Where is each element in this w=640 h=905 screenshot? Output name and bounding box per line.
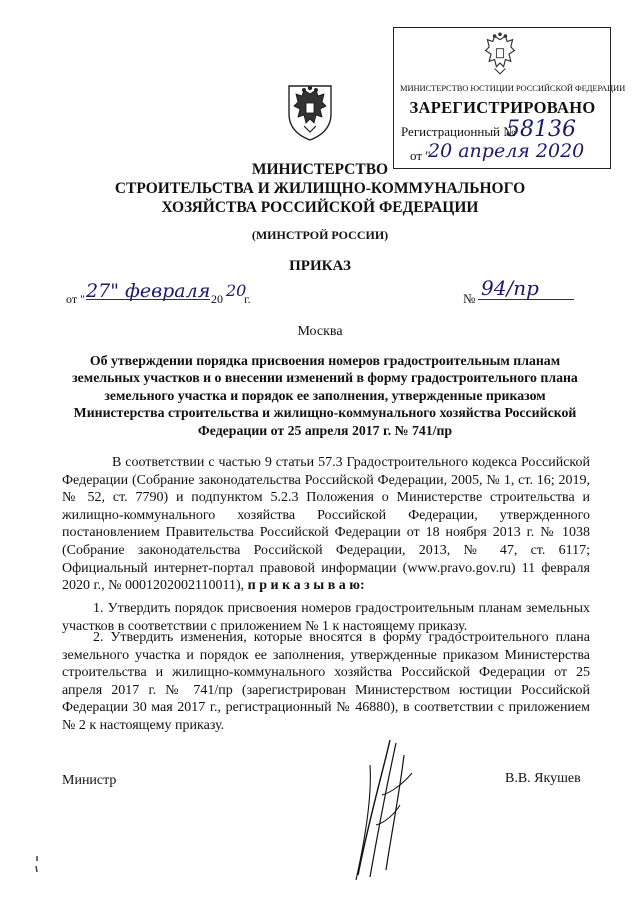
order-date-prefix: от ": [66, 292, 85, 306]
order-year-tail: г.: [244, 292, 251, 306]
intro-command: п р и к а з ы в а ю:: [244, 578, 365, 594]
order-year-handwritten: 20: [226, 281, 247, 300]
signatory-name: В.В. Якушев: [505, 771, 581, 786]
registration-date-prefix: от ": [410, 148, 431, 163]
paragraph-item-2: 2. Утвердить изменения, которые вносятся в форму градостроительного плана земельного участка и порядок ее заполнения, утвержденные приказом Министерства строительства и жилищно-коммунального хозяйства Российской Федерации от 25 апреля 2017 г. № 741/пр (зарегистрирован Министерством юстиции Российской Федерации 30 мая 2017 г., регистрационный № 46880), в соответствии с приложением № 2 к настоящему приказу.: [62, 630, 590, 733]
paragraph-item-1: 1. Утвердить порядок присвоения номеров градостроительным планам земельных участков в соответствии с приложением № 1 к настоящему приказу.: [62, 601, 590, 634]
city: Москва: [297, 324, 343, 339]
number-underline: [478, 299, 574, 300]
order-year-prefix: 20: [211, 292, 223, 306]
order-date-handwritten: 27" февраля: [86, 280, 211, 302]
ministry-heading-line2: СТРОИТЕЛЬСТВА И ЖИЛИЩНО-КОММУНАЛЬНОГО: [114, 180, 526, 197]
registration-number-label: Регистрационный №: [401, 124, 516, 139]
date-underline: [86, 299, 210, 300]
handwritten-signature-icon: [330, 735, 450, 885]
order-date-month: февраля: [124, 280, 211, 302]
ministry-heading-line3: ХОЗЯЙСТВА РОССИЙСКОЙ ФЕДЕРАЦИИ: [161, 199, 479, 216]
paragraph-intro: [62, 454, 590, 595]
signatory-position: Министр: [62, 773, 117, 788]
registration-ministry: МИНИСТЕРСТВО ЮСТИЦИИ РОССИЙСКОЙ ФЕДЕРАЦИИ: [400, 83, 626, 93]
ministry-short-name: (МИНСТРОЙ РОССИИ): [251, 228, 389, 242]
document-title: Об утверждении порядка присвоения номеров градостроительным планам земельных участков и о внесении изменений в форму градостроительного плана земельного участка и порядок ее заполнения, утвержденные приказом Министерства строительства и жилищно-коммунального хозяйства Российской Федерации от 25 апреля 2017 г. № 741/пр: [72, 353, 578, 438]
registration-date: 20 апреля 2020: [428, 140, 585, 162]
order-number-label: №: [463, 291, 476, 306]
scan-mark-icon: [32, 855, 42, 873]
order-date-day: 27: [86, 280, 111, 302]
registration-status: ЗАРЕГИСТРИРОВАНО: [409, 98, 596, 117]
ministry-heading-line1: МИНИСТЕРСТВО: [251, 161, 389, 178]
coat-of-arms-small-icon: [482, 32, 518, 78]
intro-text: В соответствии с частью 9 статьи 57.3 Градостроительного кодекса Российской Федерации (Собрание законодательства Российской Федерации, 2005, № 1, ст. 16; 2019, № 52, ст. 7790) и подпунктом 5.2.3 Положения о Министерстве строительства и жилищно-коммунального хозяйства Российской Федерации, утвержденного постановлением Правительства Российской Федерации от 18 ноября 2013 г. № 1038 (Собрание законодательства Российской Федерации, 2013, № 47, ст. 6117; Официальный интернет-портал правовой информации (www.pravo.gov.ru) 11 февраля 2020 г., № 0001202002110011),: [62, 455, 590, 594]
coat-of-arms-icon: [285, 80, 335, 142]
order-number-handwritten: 94/пр: [481, 276, 539, 300]
registration-number: 58136: [506, 117, 576, 142]
document-type: ПРИКАЗ: [289, 258, 351, 274]
